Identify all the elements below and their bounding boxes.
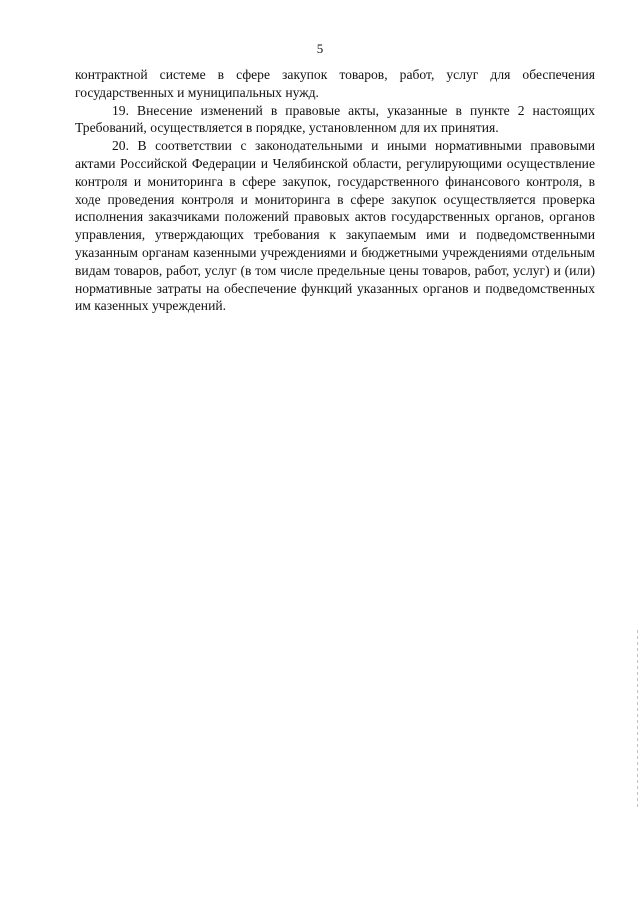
paragraph-continuation: контрактной системе в сфере закупок товаров, работ, услуг для обеспечения государственных и муниципальных нужд.: [75, 67, 595, 100]
page-number: 5: [316, 41, 324, 56]
paragraph-19: 19. Внесение изменений в правовые акты, указанные в пункте 2 настоящих Требований, осуществляется в порядке, установленном для их принятия.: [75, 102, 595, 136]
scan-edge-mark: [637, 630, 638, 810]
document-body: [75, 66, 595, 315]
paragraph-20: 20. В соответствии с законодательными и иными нормативными правовыми актами Российской Федерации и Челябинской области, регулирующими осуществление контроля и мониторинга в сфере закупок, государственного финансового контроля, в ходе проведения контроля и мониторинга в сфере закупок осуществляется проверка исполнения заказчиками положений правовых актов государственных органов, органов управления, утверждающих требования к закупаемым ими и подведомственными указанным органам казенными учреждениями и бюджетными учреждениями отдельным видам товаров, работ, услуг (в том числе предельные цены товаров, работ, услуг) и (или) нормативные затраты на обеспечение функций указанных органов и подведомственных им казенных учреждений.: [75, 138, 595, 314]
